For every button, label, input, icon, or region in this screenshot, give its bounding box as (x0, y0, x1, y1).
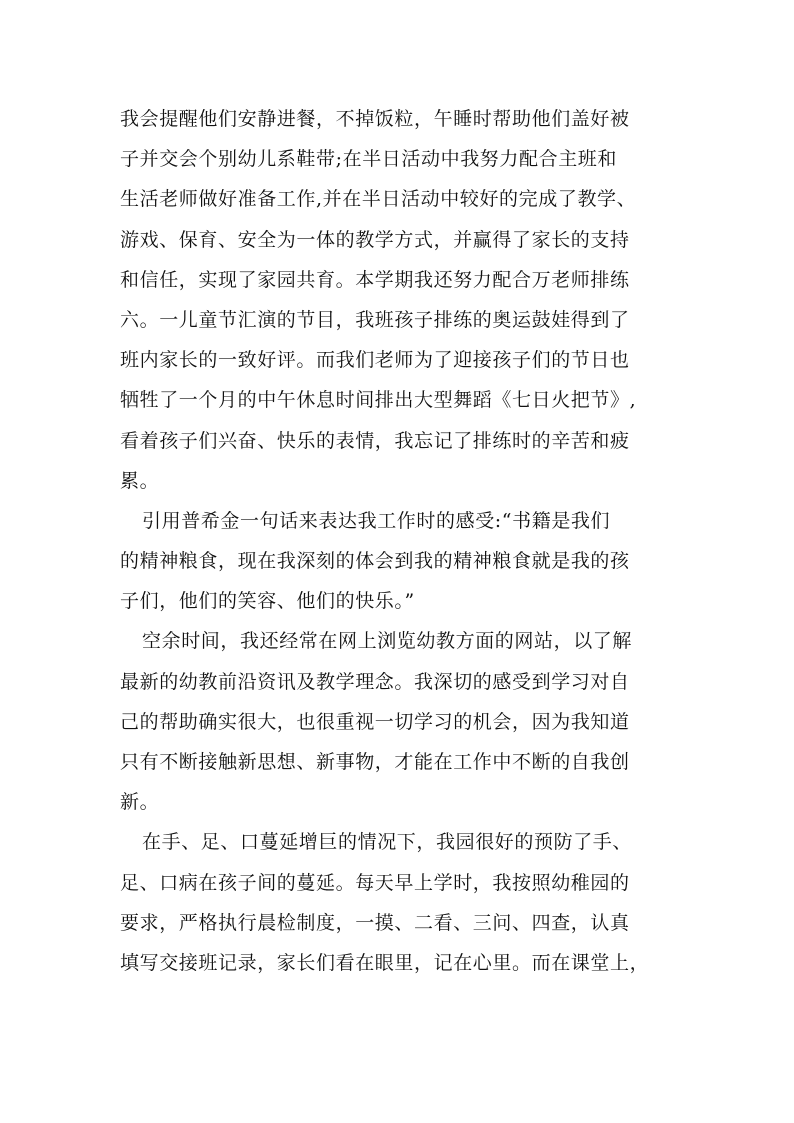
text-line: 新。 (120, 791, 160, 814)
text-line: 和信任，实现了家园共育。本学期我还努力配合万老师排练 (120, 268, 630, 291)
paragraph-first-line: 在手、足、口蔓延增巨的情况下，我园很好的预防了手、 (142, 831, 633, 854)
paragraph-first-line: 空余时间，我还经常在网上浏览幼教方面的网站，以了解 (142, 630, 633, 653)
paragraph-first-line: 引用普希金一句话来表达我工作时的感受:“书籍是我们 (142, 509, 611, 532)
text-line: 只有不断接触新思想、新事物，才能在工作中不断的自我创 (120, 751, 630, 773)
text-line: 班内家长的一致好评。而我们老师为了迎接孩子们的节日也 (120, 349, 630, 372)
document-body (120, 99, 720, 983)
text-line: 牺牲了一个月的中午休息时间排出大型舞蹈《七日火把节》, (120, 389, 637, 412)
text-line: 生活老师做好准备工作,并在半日活动中较好的完成了教学、 (120, 188, 637, 211)
text-line: 子们，他们的笑容、他们的快乐。” (120, 590, 415, 613)
text-line: 己的帮助确实很大，也很重视一切学习的机会，因为我知道 (120, 710, 630, 733)
text-line: 看着孩子们兴奋、快乐的表情，我忘记了排练时的辛苦和疲 (120, 429, 630, 452)
text-line: 子并交会个别幼儿系鞋带;在半日活动中我努力配合主班和 (120, 148, 618, 171)
text-line: 填写交接班记录，家长们看在眼里，记在心里。而在课堂上， (120, 951, 650, 974)
text-line: 要求，严格执行晨检制度，一摸、二看、三问、四查，认真 (120, 911, 630, 934)
text-line: 的精神粮食，现在我深刻的体会到我的精神粮食就是我的孩 (120, 550, 630, 573)
text-line: 我会提醒他们安静进餐，不掉饭粒，午睡时帮助他们盖好被 (120, 108, 630, 130)
text-line: 六。一儿童节汇演的节目，我班孩子排练的奥运鼓娃得到了 (120, 308, 630, 331)
text-line: 最新的幼教前沿资讯及教学理念。我深切的感受到学习对自 (120, 670, 630, 693)
text-line: 游戏、保育、安全为一体的教学方式，并赢得了家长的支持 (120, 228, 630, 251)
text-line: 累。 (120, 469, 160, 492)
text-line: 足、口病在孩子间的蔓延。每天早上学时，我按照幼稚园的 (120, 871, 630, 894)
